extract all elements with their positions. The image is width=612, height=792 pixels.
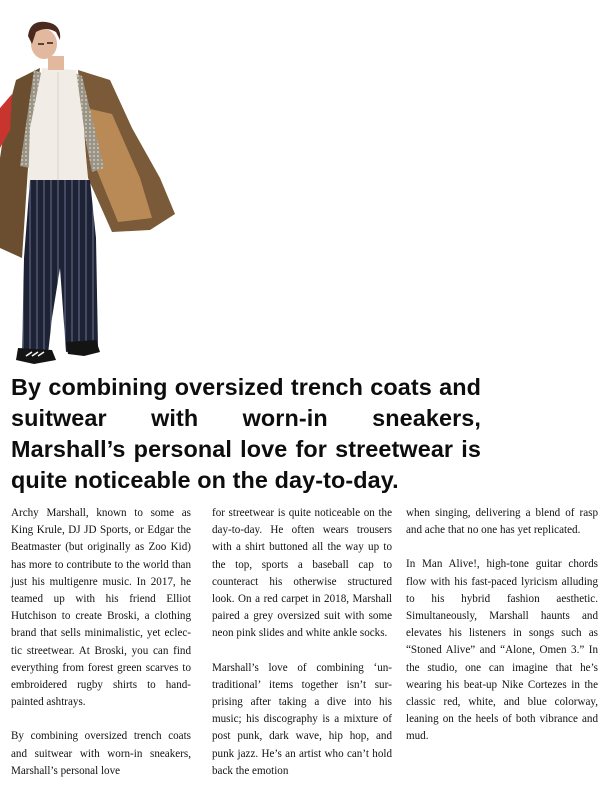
body-paragraph: In Man Alive!, high-tone guitar chords flow with his fast-paced lyricism alluding to his hybrid fashion aesthetic. Simultaneously, Marshall haunts and elevates his listeners in songs such as “Stoned Alive” and “Alone, Omen 3.” In the studio, one can imagine that he’s wearing his beat-up Nike Cortezes in the classic red, white, and blue colorway, leaning on the heels of both vibrance and mud. — [406, 558, 598, 743]
right-sneaker — [66, 340, 100, 356]
left-sneaker — [16, 348, 56, 364]
body-paragraph: for streetwear is quite noticeable on the day-to-day. He often wears trousers with a shirt buttoned all the way up to the top, sports a baseball cap to counteract his otherwise structured look. On a red carpet in 2018, Marshall paired a grey oversized suit with some neon pink slides and white ankle socks. — [212, 507, 392, 640]
body-paragraph: Marshall’s love of combining ‘untraditional’ items together isn’t surprising after taking a dive into his music; his discography is a mixture of post punk, dark wave, hip hop, and punk jazz. He’s an artist who can’t hold back the emotion — [212, 661, 392, 777]
body-paragraph: By combining oversized trench coats and suitwear with worn-in sneakers, Marshall’s personal love — [11, 730, 191, 777]
person-in-trench-coat-photo — [0, 18, 180, 370]
article-body — [11, 505, 599, 780]
text-column-3 — [406, 505, 598, 746]
neck — [48, 56, 64, 70]
striped-trousers — [22, 180, 98, 354]
text-column-1 — [11, 505, 191, 780]
text-column-2 — [212, 505, 392, 780]
body-paragraph: when singing, delivering a blend of rasp and ache that no one has yet replicated. — [406, 507, 598, 537]
fashion-photo — [0, 18, 180, 370]
pull-quote: By combining oversized trench coats and suitwear with worn-in sneakers, Marshall’s personal love for streetwear is quite noticeable on the day-to-day. — [11, 374, 481, 493]
body-paragraph: Archy Marshall, known to some as King Krule, DJ JD Sports, or Edgar the Beatmaster (but originally as Zoo Kid) has more to contribute to the world than just his multigenre music. In 2017, he teamed up with his friend Elliot Hutchison to create Broski, a clothing brand that sells minimalistic, yet eclectic streetwear. At Broski, you can find everything from forest green scarves to embroidered rugby shirts to hand-painted ashtrays. — [11, 507, 191, 709]
